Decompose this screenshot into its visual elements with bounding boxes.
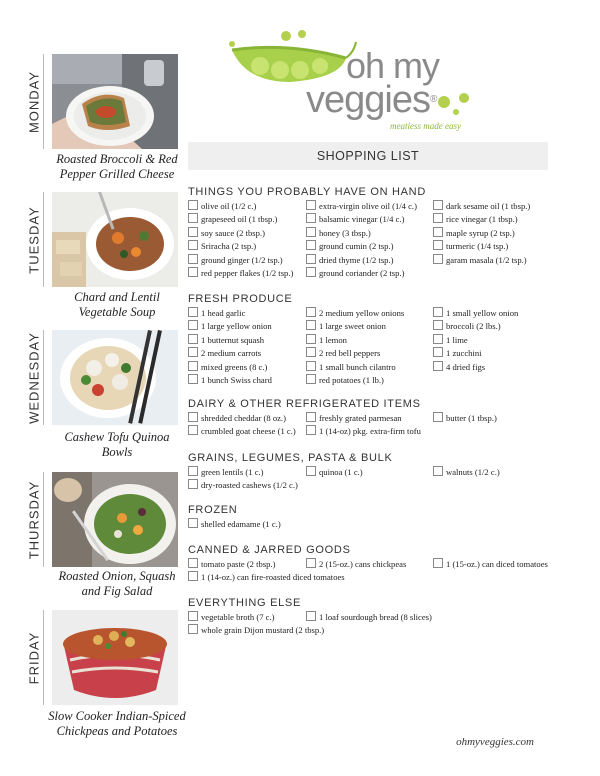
list-item[interactable] bbox=[188, 558, 275, 571]
brand-logo bbox=[228, 28, 478, 138]
list-item[interactable] bbox=[188, 347, 261, 360]
checkbox[interactable] bbox=[188, 412, 198, 422]
item-label: soy sauce (2 tbsp.) bbox=[201, 227, 265, 238]
checkbox[interactable] bbox=[188, 347, 198, 357]
checkbox[interactable] bbox=[188, 624, 198, 634]
section-title: THINGS YOU PROBABLY HAVE ON HAND bbox=[188, 186, 426, 198]
checkbox[interactable] bbox=[188, 254, 198, 264]
list-item[interactable] bbox=[306, 227, 371, 240]
checkbox[interactable] bbox=[306, 227, 316, 237]
item-label: 1 (15-oz.) can diced tomatoes bbox=[446, 559, 548, 569]
list-item[interactable] bbox=[433, 254, 527, 267]
list-section bbox=[188, 292, 568, 387]
item-label: 1 loaf sourdough bread (8 slices) bbox=[319, 612, 432, 622]
list-item[interactable] bbox=[433, 466, 500, 479]
checkbox[interactable] bbox=[306, 374, 316, 384]
recipe-photo-grilled-cheese bbox=[52, 54, 178, 149]
checkbox[interactable] bbox=[433, 334, 443, 344]
checkbox[interactable] bbox=[433, 254, 443, 264]
list-item[interactable] bbox=[433, 412, 497, 425]
list-item[interactable] bbox=[306, 334, 347, 347]
checkbox[interactable] bbox=[188, 479, 198, 489]
section-title: CANNED & JARRED GOODS bbox=[188, 544, 351, 556]
checkbox[interactable] bbox=[306, 347, 316, 357]
list-section bbox=[188, 503, 568, 531]
list-item[interactable] bbox=[188, 200, 256, 213]
section-title: DAIRY & OTHER REFRIGERATED ITEMS bbox=[188, 398, 421, 410]
checkbox[interactable] bbox=[188, 240, 198, 250]
checkbox[interactable] bbox=[433, 361, 443, 371]
list-section bbox=[188, 543, 568, 585]
list-item[interactable] bbox=[188, 361, 267, 374]
item-label: 1 large yellow onion bbox=[201, 321, 272, 332]
recipe-photo-quinoa-bowls bbox=[52, 330, 178, 425]
item-label: maple syrup (2 tsp.) bbox=[446, 227, 515, 238]
list-item[interactable] bbox=[433, 347, 482, 360]
list-section bbox=[188, 596, 568, 638]
checkbox[interactable] bbox=[188, 518, 198, 528]
checkbox[interactable] bbox=[306, 213, 316, 223]
list-item[interactable] bbox=[188, 571, 345, 584]
item-label: whole grain Dijon mustard (2 tbsp.) bbox=[201, 625, 325, 636]
checkbox[interactable] bbox=[306, 611, 316, 621]
list-section bbox=[188, 397, 568, 439]
item-label: 1 small bunch cilantro bbox=[319, 361, 396, 372]
item-label: turmeric (1/4 tsp.) bbox=[446, 241, 509, 252]
checkbox[interactable] bbox=[188, 361, 198, 371]
item-label: crumbled goat cheese (1 c.) bbox=[201, 426, 296, 437]
day-label: THURSDAY bbox=[26, 480, 42, 559]
list-item[interactable] bbox=[306, 267, 404, 280]
recipe-title: Chard and Lentil Vegetable Soup bbox=[74, 290, 160, 319]
item-label: 1 (14-oz) pkg. extra-firm tofu bbox=[319, 426, 421, 437]
checkbox[interactable] bbox=[433, 213, 443, 223]
item-label: shredded cheddar (8 oz.) bbox=[201, 413, 286, 423]
item-label: dry-roasted cashews (1/2 c.) bbox=[201, 480, 298, 491]
item-label: balsamic vinegar (1/4 c.) bbox=[319, 214, 405, 225]
checkbox[interactable] bbox=[306, 334, 316, 344]
item-label: 1 zucchini bbox=[446, 348, 482, 359]
shopping-list-title: SHOPPING LIST bbox=[188, 142, 548, 170]
item-label: Sriracha (2 tsp.) bbox=[201, 241, 257, 252]
list-item[interactable] bbox=[433, 361, 485, 374]
item-label: 1 (14-oz.) can fire-roasted diced tomatoes bbox=[201, 572, 345, 583]
checkbox[interactable] bbox=[188, 571, 198, 581]
list-item[interactable] bbox=[306, 320, 386, 333]
list-item[interactable] bbox=[188, 320, 272, 333]
checkbox[interactable] bbox=[306, 320, 316, 330]
checkbox[interactable] bbox=[433, 227, 443, 237]
checkbox[interactable] bbox=[433, 320, 443, 330]
list-item[interactable] bbox=[306, 374, 384, 387]
item-label: rice vinegar (1 tbsp.) bbox=[446, 214, 518, 225]
list-item[interactable] bbox=[306, 307, 404, 320]
item-label: mixed greens (8 c.) bbox=[201, 361, 268, 372]
list-item[interactable] bbox=[188, 227, 265, 240]
item-label: 1 lemon bbox=[319, 334, 347, 345]
checkbox[interactable] bbox=[188, 227, 198, 237]
list-item[interactable] bbox=[306, 254, 393, 267]
checkbox[interactable] bbox=[433, 558, 443, 568]
checkbox[interactable] bbox=[433, 466, 443, 476]
list-item[interactable] bbox=[306, 558, 406, 571]
item-label: ground coriander (2 tsp.) bbox=[319, 268, 405, 278]
list-item[interactable] bbox=[188, 213, 277, 226]
item-label: 1 bunch Swiss chard bbox=[201, 375, 272, 385]
list-item[interactable] bbox=[306, 425, 421, 438]
checkbox[interactable] bbox=[188, 374, 198, 384]
recipe-title: Roasted Broccoli & Red Pepper Grilled Cheese bbox=[56, 152, 178, 181]
footer-url[interactable]: ohmyveggies.com bbox=[456, 736, 534, 748]
checkbox[interactable] bbox=[433, 200, 443, 210]
item-label: honey (3 tbsp.) bbox=[319, 227, 371, 238]
section-title: FRESH PRODUCE bbox=[188, 293, 293, 305]
list-item[interactable] bbox=[306, 412, 402, 425]
item-label: 4 dried figs bbox=[446, 361, 486, 372]
section-title: EVERYTHING ELSE bbox=[188, 597, 301, 609]
list-item[interactable] bbox=[306, 200, 417, 213]
checkbox[interactable] bbox=[188, 307, 198, 317]
list-item[interactable] bbox=[188, 334, 264, 347]
recipe-title: Cashew Tofu Quinoa Bowls bbox=[64, 430, 170, 459]
list-item[interactable] bbox=[433, 307, 518, 320]
checkbox[interactable] bbox=[188, 558, 198, 568]
item-label: quinoa (1 c.) bbox=[319, 467, 363, 477]
checkbox[interactable] bbox=[306, 361, 316, 371]
item-label: broccoli (2 lbs.) bbox=[446, 321, 501, 332]
list-item[interactable] bbox=[306, 466, 363, 479]
item-label: red potatoes (1 lb.) bbox=[319, 375, 384, 385]
list-item[interactable] bbox=[188, 624, 324, 637]
day-label: WEDNESDAY bbox=[26, 331, 42, 424]
item-label: vegetable broth (7 c.) bbox=[201, 612, 275, 622]
item-label: shelled edamame (1 c.) bbox=[201, 519, 281, 529]
list-item[interactable] bbox=[188, 374, 272, 387]
item-label: red pepper flakes (1/2 tsp.) bbox=[201, 268, 294, 278]
list-item[interactable] bbox=[188, 518, 281, 531]
list-item[interactable] bbox=[433, 558, 548, 571]
day-label: MONDAY bbox=[26, 70, 42, 133]
item-label: 2 red bell peppers bbox=[319, 348, 381, 359]
list-item[interactable] bbox=[433, 334, 468, 347]
brand-name-oh-my: oh my bbox=[346, 45, 440, 86]
section-title: FROZEN bbox=[188, 504, 238, 516]
list-item[interactable] bbox=[306, 213, 404, 226]
checkbox[interactable] bbox=[188, 320, 198, 330]
item-label: ground cumin (2 tsp.) bbox=[319, 241, 394, 252]
list-item[interactable] bbox=[188, 466, 264, 479]
item-label: 1 head garlic bbox=[201, 308, 246, 318]
checkbox[interactable] bbox=[306, 240, 316, 250]
recipe-title: Slow Cooker Indian-Spiced Chickpeas and Potatoes bbox=[48, 709, 186, 738]
item-label: freshly grated parmesan bbox=[319, 413, 402, 423]
list-item[interactable] bbox=[188, 254, 283, 267]
day-label: TUESDAY bbox=[26, 205, 42, 274]
item-label: grapeseed oil (1 tbsp.) bbox=[201, 214, 278, 225]
item-label: garam masala (1/2 tsp.) bbox=[446, 254, 527, 265]
list-item[interactable] bbox=[188, 611, 275, 624]
section-title: GRAINS, LEGUMES, PASTA & BULK bbox=[188, 452, 393, 464]
checkbox[interactable] bbox=[433, 307, 443, 317]
item-label: 1 large sweet onion bbox=[319, 321, 386, 332]
list-item[interactable] bbox=[306, 240, 393, 253]
brand-name-veggies: veggies® bbox=[306, 79, 437, 121]
item-label: 1 butternut squash bbox=[201, 334, 265, 345]
item-label: 1 small yellow onion bbox=[446, 308, 519, 318]
item-label: 1 lime bbox=[446, 334, 468, 345]
list-item[interactable] bbox=[306, 361, 396, 374]
item-label: dried thyme (1/2 tsp.) bbox=[319, 254, 394, 265]
recipe-title: Roasted Onion, Squash and Fig Salad bbox=[58, 569, 176, 598]
list-section bbox=[188, 451, 568, 493]
brand-tagline: meatless made easy bbox=[390, 121, 461, 131]
checkbox[interactable] bbox=[188, 466, 198, 476]
item-label: olive oil (1/2 c.) bbox=[201, 201, 257, 211]
checkbox[interactable] bbox=[306, 425, 316, 435]
list-item[interactable] bbox=[188, 307, 245, 320]
checkbox[interactable] bbox=[306, 307, 316, 317]
item-label: butter (1 tbsp.) bbox=[446, 413, 497, 423]
checkbox[interactable] bbox=[433, 240, 443, 250]
list-item[interactable] bbox=[188, 240, 256, 253]
item-label: walnuts (1/2 c.) bbox=[446, 467, 500, 477]
checkbox[interactable] bbox=[306, 254, 316, 264]
item-label: 2 medium carrots bbox=[201, 348, 262, 359]
recipe-photo-chickpeas bbox=[52, 610, 178, 705]
checkbox[interactable] bbox=[433, 412, 443, 422]
checkbox[interactable] bbox=[306, 200, 316, 210]
list-item[interactable] bbox=[306, 611, 432, 624]
list-item[interactable] bbox=[188, 425, 296, 438]
recipe-photo-lentil-soup bbox=[52, 192, 178, 287]
item-label: tomato paste (2 tbsp.) bbox=[201, 559, 276, 569]
checkbox[interactable] bbox=[188, 200, 198, 210]
list-section bbox=[188, 185, 568, 280]
checkbox[interactable] bbox=[306, 558, 316, 568]
checkbox[interactable] bbox=[188, 611, 198, 621]
list-item[interactable] bbox=[433, 200, 530, 213]
list-item[interactable] bbox=[433, 240, 508, 253]
list-item[interactable] bbox=[188, 267, 293, 280]
item-label: extra-virgin olive oil (1/4 c.) bbox=[319, 201, 417, 211]
checkbox[interactable] bbox=[188, 334, 198, 344]
list-item[interactable] bbox=[306, 347, 380, 360]
item-label: 2 (15-oz.) cans chickpeas bbox=[319, 559, 407, 569]
checkbox[interactable] bbox=[306, 412, 316, 422]
list-item[interactable] bbox=[188, 479, 298, 492]
checkbox[interactable] bbox=[433, 347, 443, 357]
list-item[interactable] bbox=[433, 320, 501, 333]
item-label: ground ginger (1/2 tsp.) bbox=[201, 254, 283, 265]
checkbox[interactable] bbox=[188, 213, 198, 223]
list-item[interactable] bbox=[433, 213, 518, 226]
recipe-photo-fig-salad bbox=[52, 472, 178, 567]
item-label: dark sesame oil (1 tbsp.) bbox=[446, 201, 531, 211]
item-label: 2 medium yellow onions bbox=[319, 308, 405, 318]
checkbox[interactable] bbox=[188, 267, 198, 277]
day-label: FRIDAY bbox=[26, 631, 42, 684]
item-label: green lentils (1 c.) bbox=[201, 467, 264, 477]
checkbox[interactable] bbox=[188, 425, 198, 435]
list-item[interactable] bbox=[433, 227, 515, 240]
checkbox[interactable] bbox=[306, 466, 316, 476]
list-item[interactable] bbox=[188, 412, 286, 425]
checkbox[interactable] bbox=[306, 267, 316, 277]
